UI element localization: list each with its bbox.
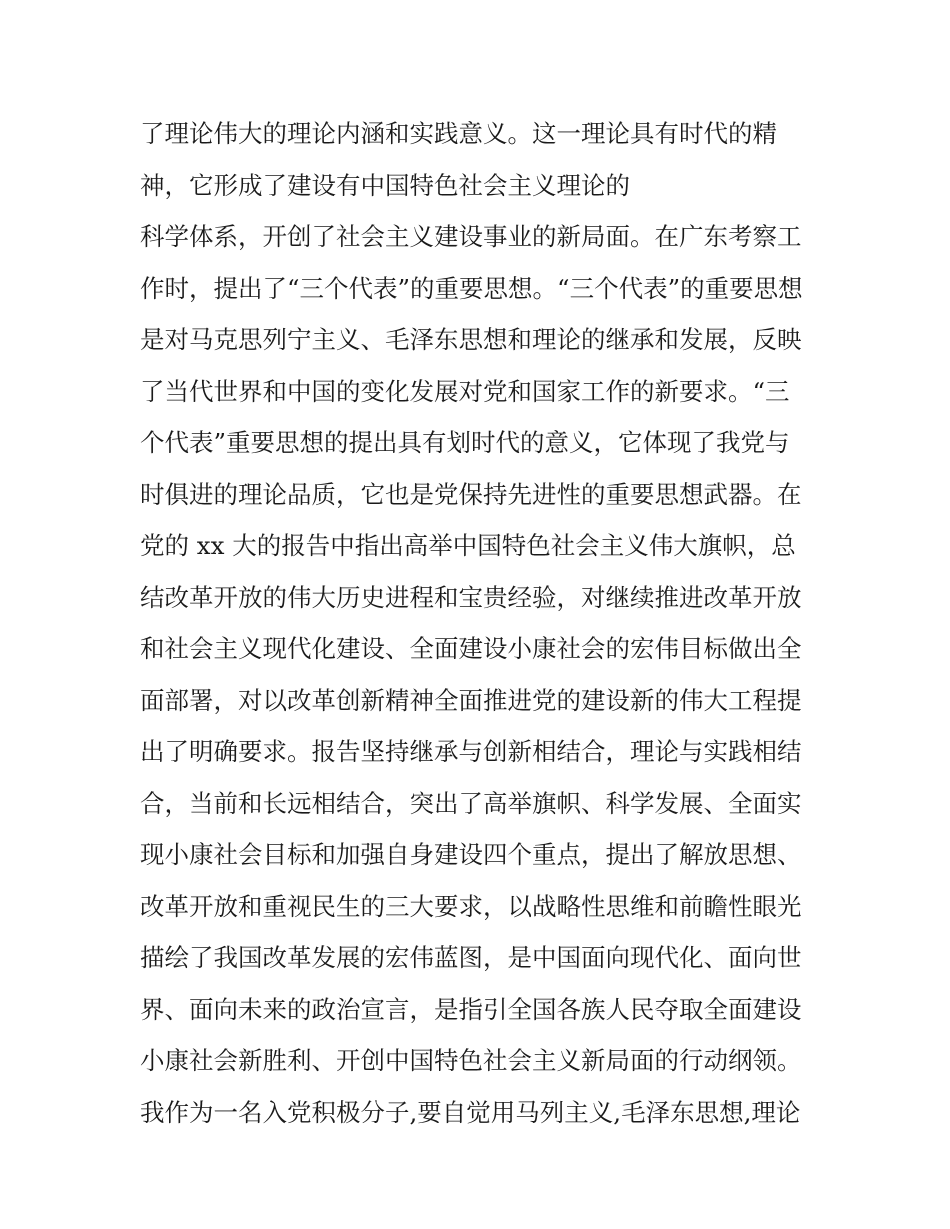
body-text	[140, 108, 820, 1138]
text-line: 我作为一名入党积极分子,要自觉用马列主义,毛泽东思想,理论	[140, 1097, 801, 1127]
text-line: 了当代世界和中国的变化发展对党和国家工作的新要求。“三	[140, 376, 790, 406]
text-line: 了理论伟大的理论内涵和实践意义。这一理论具有时代的精	[140, 119, 777, 148]
text-line: 合，当前和长远相结合，突出了高举旗帜、科学发展、全面实	[140, 788, 802, 818]
text-line: 个代表”重要思想的提出具有划时代的意义，它体现了我党与	[140, 428, 790, 457]
text-line: 时俱进的理论品质，它也是党保持先进性的重要思想武器。在	[140, 479, 802, 509]
text-line: 结改革开放的伟大历史进程和宝贵经验，对继续推进改革开放	[140, 582, 802, 612]
text-line: 党的 xx 大的报告中指出高举中国特色社会主义伟大旗帜，总	[140, 531, 796, 560]
text-line: 出了明确要求。报告坚持继承与创新相结合，理论与实践相结	[140, 737, 802, 766]
text-line: 描绘了我国改革发展的宏伟蓝图，是中国面向现代化、面向世	[140, 943, 802, 972]
text-line: 作时，提出了“三个代表”的重要思想。“三个代表”的重要思想	[140, 273, 803, 303]
text-line: 面部署，对以改革创新精神全面推进党的建设新的伟大工程提	[140, 685, 802, 715]
text-line: 神，它形成了建设有中国特色社会主义理论的	[140, 170, 630, 200]
text-line: 界、面向未来的政治宣言，是指引全国各族人民夺取全面建设	[140, 994, 802, 1024]
text-line: 和社会主义现代化建设、全面建设小康社会的宏伟目标做出全	[140, 634, 802, 663]
text-line: 现小康社会目标和加强自身建设四个重点，提出了解放思想、	[140, 840, 802, 869]
text-line: 改革开放和重视民生的三大要求，以战略性思维和前瞻性眼光	[140, 891, 802, 921]
text-line: 是对马克思列宁主义、毛泽东思想和理论的继承和发展，反映	[140, 325, 802, 354]
text-line: 小康社会新胜利、开创中国特色社会主义新局面的行动纲领。	[140, 1046, 802, 1075]
text-line: 科学体系，开创了社会主义建设事业的新局面。在广东考察工	[140, 222, 802, 251]
